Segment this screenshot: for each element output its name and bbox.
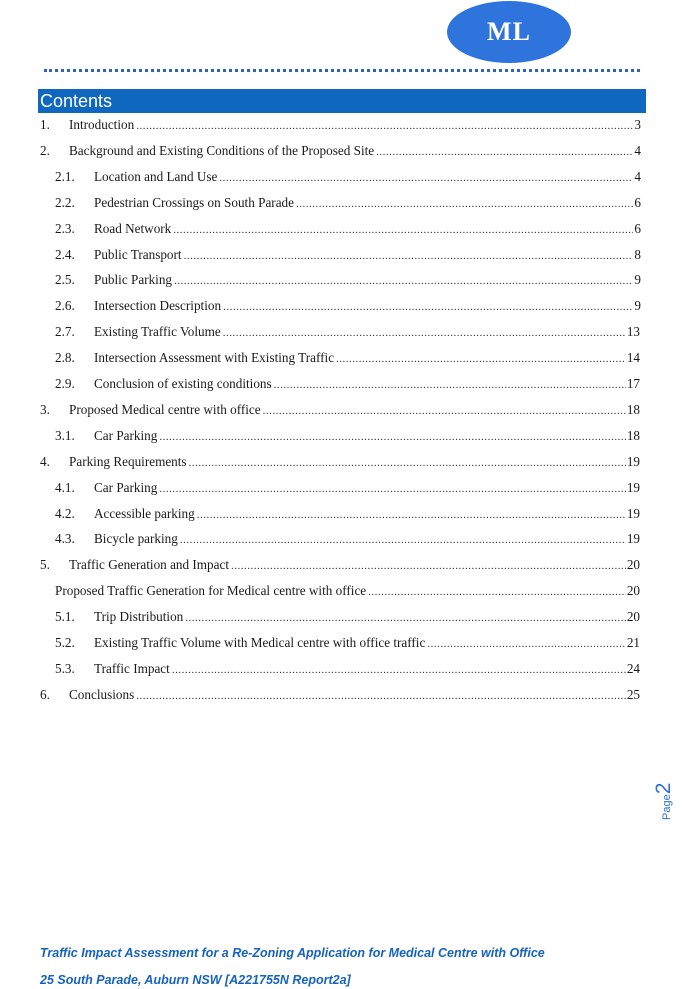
toc-entry-title: Road Network [94,220,172,236]
toc-entry[interactable] [0,296,682,316]
toc-dot-leader [336,349,626,369]
toc-entry-page: 8 [634,246,641,262]
toc-dot-leader [263,401,626,421]
toc-entry-number: 5.2. [55,635,75,650]
toc-entry-page: 4 [634,142,641,158]
toc-entry-page: 19 [626,453,640,469]
toc-entry-page: 20 [626,583,640,599]
toc-entry-number: 2.2. [55,194,75,210]
toc-entry-number: 5.1. [55,609,75,625]
toc-entry-page: 20 [626,557,640,573]
toc-entry-title: Conclusions [69,686,135,702]
toc-entry-title: Accessible parking [94,505,195,521]
toc-entry-title: Background and Existing Conditions of the Proposed Site [69,142,375,158]
toc-entry-number: 4. [40,453,50,469]
toc-entry-title: Trip Distribution [94,609,184,625]
toc-entry[interactable] [0,141,682,161]
toc-entry-page: 24 [626,660,640,676]
footer-report-title: Traffic Impact Assessment for a Re-Zoning Application for Medical Centre with Office [40,946,545,960]
toc-entry-title: Parking Requirements [69,453,187,469]
toc-entry[interactable] [0,193,682,213]
toc-entry[interactable] [0,452,682,472]
toc-dot-leader [136,116,633,136]
toc-entry[interactable] [0,659,682,679]
toc-entry-title: Public Parking [94,272,173,288]
toc-dot-leader [219,168,633,188]
toc-dot-leader [180,530,626,550]
toc-entry-number: 2. [40,142,50,158]
toc-dot-leader [274,375,626,395]
toc-entry-page: 17 [626,376,640,391]
toc-entry-page: 13 [626,324,640,340]
toc-entry-number: 4.1. [55,479,75,495]
toc-dot-leader [427,634,625,654]
toc-entry[interactable] [0,245,682,265]
toc-entry[interactable] [0,478,682,498]
toc-entry[interactable] [0,322,682,342]
toc-entry-title: Existing Traffic Volume [94,324,221,340]
toc-entry-number: 1. [40,117,50,132]
toc-dot-leader [185,608,626,628]
toc-entry-number: 5.3. [55,660,75,676]
toc-entry-page: 25 [626,686,640,702]
toc-entry-title: Introduction [69,117,135,132]
toc-entry-page: 9 [634,272,641,288]
toc-dot-leader [173,220,633,240]
toc-entry-page: 6 [634,220,641,236]
toc-dot-leader [174,271,633,291]
toc-entry[interactable] [0,529,682,549]
toc-dot-leader [189,453,626,473]
toc-entry-number: 2.7. [55,324,75,340]
toc-entry-page: 19 [626,531,640,547]
toc-entry[interactable] [0,219,682,239]
toc-dot-leader [159,479,625,499]
toc-entry-page: 18 [626,401,640,417]
toc-entry-title: Proposed Medical centre with office [69,401,261,417]
toc-dot-leader [231,556,626,576]
toc-entry-number: 3.1. [55,427,75,443]
toc-entry-page: 19 [626,479,640,495]
toc-entry-page: 21 [626,635,640,650]
toc-dot-leader [368,582,626,602]
toc-entry-title: Intersection Description [94,298,222,314]
toc-entry[interactable] [0,633,682,653]
toc-dot-leader [223,323,626,343]
toc-dot-leader [296,194,633,214]
toc-entry-title: Proposed Traffic Generation for Medical centre with office [55,583,367,599]
toc-dot-leader [159,427,625,447]
header-dotted-divider [44,69,640,72]
toc-entry-number: 2.9. [55,376,75,391]
toc-entry-number: 2.6. [55,298,75,314]
toc-entry-number: 2.8. [55,350,75,366]
toc-entry-title: Bicycle parking [94,531,178,547]
toc-entry-title: Location and Land Use [94,168,218,184]
toc-entry[interactable] [0,581,682,601]
toc-entry-title: Intersection Assessment with Existing Traffic [94,350,335,366]
toc-entry-title: Conclusion of existing conditions [94,376,272,391]
toc-entry-page: 4 [634,168,641,184]
toc-entry[interactable] [0,348,682,368]
toc-entry-page: 6 [634,194,641,210]
toc-entry[interactable] [0,607,682,627]
toc-dot-leader [223,297,633,317]
toc-entry-page: 20 [626,609,640,625]
toc-dot-leader [197,505,626,525]
toc-entry[interactable] [0,115,682,135]
toc-dot-leader [376,142,633,162]
toc-entry-page: 14 [626,350,640,366]
toc-entry-number: 2.5. [55,272,75,288]
toc-entry-number: 4.3. [55,531,75,547]
toc-entry-number: 5. [40,557,50,573]
page-number-marker [652,782,682,820]
toc-entry-number: 2.4. [55,246,75,262]
toc-entry-page: 9 [634,298,641,314]
footer-site-address: 25 South Parade, Auburn NSW [A221755N Report2a] [40,973,351,987]
page-number: 2 [652,782,675,795]
toc-entry-page: 19 [626,505,640,521]
toc-entry[interactable] [0,167,682,187]
toc-entry-title: Traffic Impact [94,660,170,676]
toc-dot-leader [172,660,626,680]
toc-entry-page: 18 [626,427,640,443]
toc-entry-title: Car Parking [94,427,158,443]
toc-entry-title: Traffic Generation and Impact [69,557,230,573]
toc-dot-leader [136,686,626,706]
toc-entry[interactable] [0,555,682,575]
toc-entry-title: Public Transport [94,246,182,262]
toc-entry[interactable] [0,400,682,420]
toc-entry[interactable] [0,426,682,446]
toc-dot-leader [184,246,634,266]
toc-entry-title: Existing Traffic Volume with Medical centre with office traffic [94,635,426,650]
ml-logo: ML [447,1,571,63]
toc-entry-title: Car Parking [94,479,158,495]
toc-entry[interactable] [0,504,682,524]
toc-entry[interactable] [0,685,682,705]
toc-entry[interactable] [0,374,682,394]
contents-heading: Contents [38,89,646,113]
page-label: Page [661,794,673,820]
toc-entry-page: 3 [634,117,641,132]
toc-entry-number: 2.1. [55,168,75,184]
toc-entry-number: 3. [40,401,50,417]
toc-entry-number: 6. [40,686,50,702]
toc-entry[interactable] [0,270,682,290]
toc-entry-number: 2.3. [55,220,75,236]
toc-entry-number: 4.2. [55,505,75,521]
toc-entry-title: Pedestrian Crossings on South Parade [94,194,294,210]
